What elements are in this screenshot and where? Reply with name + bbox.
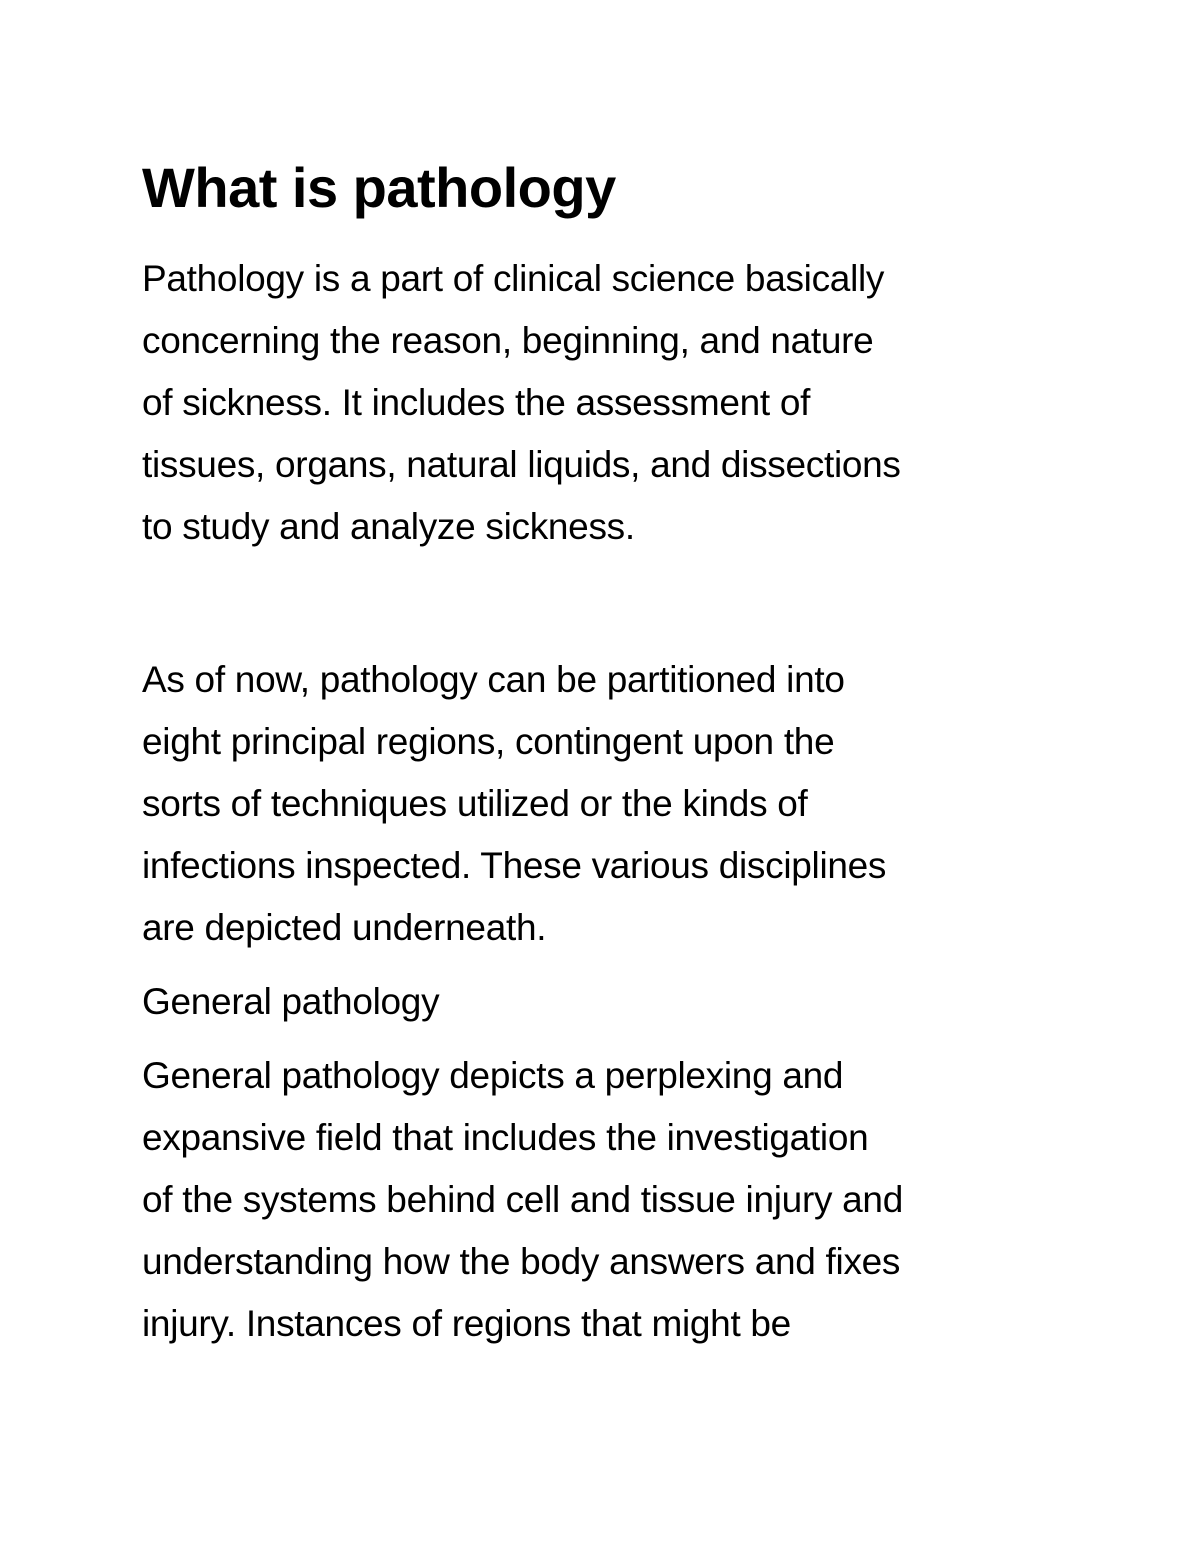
text-line: General pathology depicts a perplexing and <box>142 1055 844 1096</box>
document-body <box>142 150 1062 1355</box>
general-pathology-paragraph <box>142 1045 1062 1355</box>
text-line: sorts of techniques utilized or the kinds of <box>142 783 808 824</box>
text-line: of sickness. It includes the assessment of <box>142 382 811 423</box>
text-line: infections inspected. These various disciplines <box>142 845 887 886</box>
page-title: What is pathology <box>142 156 616 219</box>
text-line: to study and analyze sickness. <box>142 506 635 547</box>
text-line: As of now, pathology can be partitioned into <box>142 659 845 700</box>
text-line: expansive field that includes the investigation <box>142 1117 869 1158</box>
regions-paragraph <box>142 649 1062 959</box>
intro-paragraph <box>142 248 1062 558</box>
text-line: eight principal regions, contingent upon the <box>142 721 835 762</box>
section-subheading: General pathology <box>142 981 440 1022</box>
text-line: injury. Instances of regions that might be <box>142 1303 791 1344</box>
text-line: of the systems behind cell and tissue injury and <box>142 1179 903 1220</box>
text-line: are depicted underneath. <box>142 907 547 948</box>
text-line: concerning the reason, beginning, and nature <box>142 320 874 361</box>
text-line: understanding how the body answers and fixes <box>142 1241 901 1282</box>
text-line: Pathology is a part of clinical science basically <box>142 258 885 299</box>
text-line: tissues, organs, natural liquids, and dissections <box>142 444 901 485</box>
